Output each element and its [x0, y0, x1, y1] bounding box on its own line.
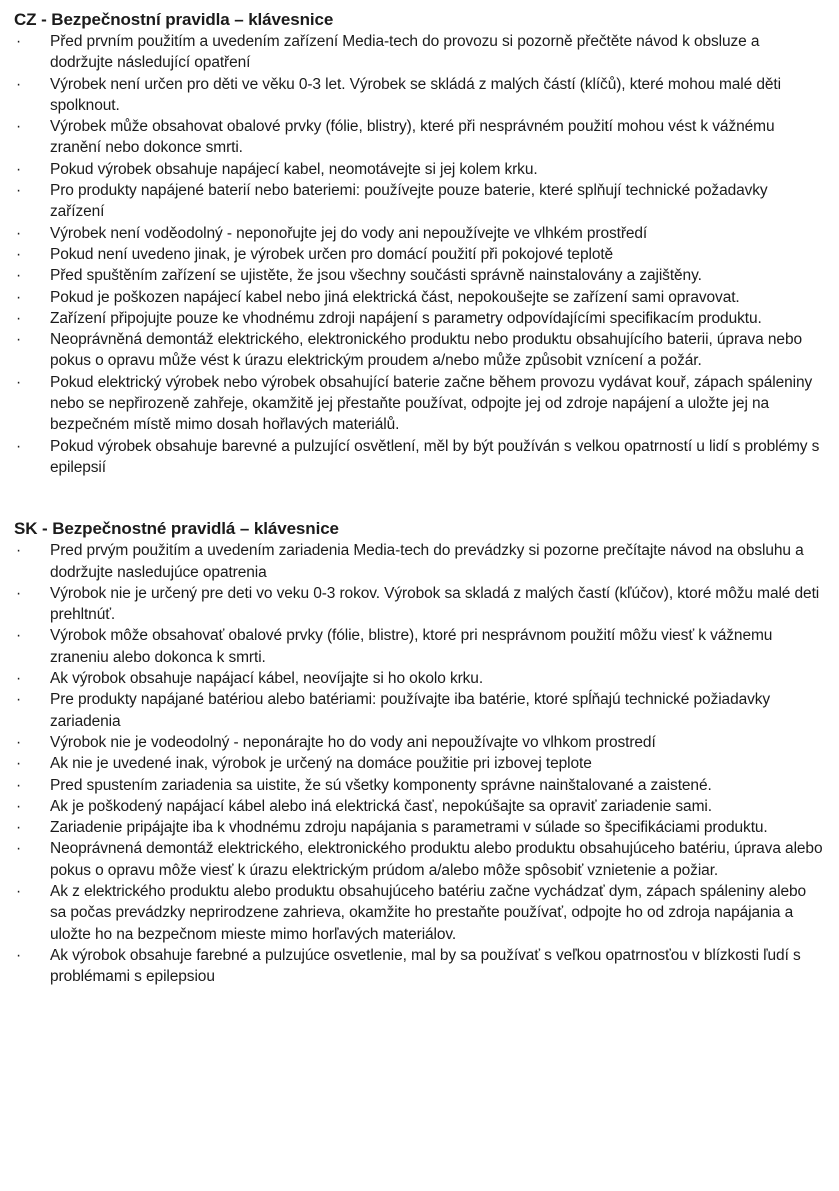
bullet-icon: ·: [16, 182, 22, 200]
list-item: [14, 689, 825, 732]
list-item: [14, 775, 825, 796]
bullet-icon: ·: [16, 437, 22, 455]
section-title-sk: SK - Bezpečnostné pravidlá – klávesnice: [14, 519, 339, 539]
rule-text: Pokud je poškozen napájecí kabel nebo jiná elektrická část, nepokoušejte se zařízení sami opravovat.: [50, 288, 740, 306]
section-sk: [14, 518, 825, 987]
bullet-icon: ·: [16, 288, 22, 306]
rule-text: Výrobok nie je vodeodolný - neponárajte ho do vody ani nepoužívajte vo vlhkom prostredí: [50, 733, 656, 751]
rule-text: Pro produkty napájené baterií nebo bateriemi: používejte pouze baterie, které splňují technické požadavky zařízení: [50, 182, 768, 221]
rule-text: Výrobek není určen pro děti ve věku 0-3 let. Výrobek se skládá z malých částí (klíčů), které mohou malé děti spolknout.: [50, 75, 781, 114]
rule-text: Výrobok môže obsahovať obalové prvky (fólie, blistre), ktoré pri nesprávnom použití môžu viesť k vážnemu zraneniu alebo dokonca k smrti.: [50, 627, 773, 666]
list-item: [14, 287, 825, 308]
list-item: [14, 31, 825, 74]
rule-text: Ak z elektrického produktu alebo produktu obsahujúceho batériu začne vychádzať dym, zápach spáleniny alebo sa počas prevádzky neprirodzene zahrieva, okamžite ho prestaňte používať, odpojte ho od zdroja napájania a uložte ho na bezpečnom mieste mimo horľavých materiálov.: [50, 882, 807, 943]
rule-text: Neoprávnená demontáž elektrického, elektronického produktu alebo produktu obsahujúceho batériu, úprava alebo pokus o opravu môže viesť k úrazu elektrickým prúdom a/alebo môže spôsobiť vznietenie a požiar.: [50, 840, 823, 879]
section-cz: [14, 9, 825, 478]
bullet-icon: ·: [16, 882, 22, 900]
bullet-icon: ·: [16, 755, 22, 773]
list-item: [14, 838, 825, 881]
bullet-icon: ·: [16, 373, 22, 391]
rules-list-cz: [14, 31, 825, 478]
rule-text: Pokud není uvedeno jinak, je výrobek určen pro domácí použití při pokojové teplotě: [50, 245, 614, 263]
rule-text: Výrobek může obsahovat obalové prvky (fólie, blistry), které při nesprávném použití mohou vést k vážnému zranění nebo dokonce smrti.: [50, 118, 775, 157]
rule-text: Pred prvým použitím a uvedením zariadenia Media-tech do prevádzky si pozorne prečítajte návod na obsluhu a dodržujte nasledujúce opatrenia: [50, 542, 804, 581]
section-title-cz: CZ - Bezpečnostní pravidla – klávesnice: [14, 10, 334, 29]
list-item: [14, 116, 825, 159]
list-item: [14, 180, 825, 223]
bullet-icon: ·: [16, 542, 22, 560]
bullet-icon: ·: [16, 691, 22, 709]
bullet-icon: ·: [16, 267, 22, 285]
rule-text: Pokud výrobek obsahuje napájecí kabel, neomotávejte si jej kolem krku.: [50, 160, 538, 178]
bullet-icon: ·: [16, 584, 22, 602]
bullet-icon: ·: [16, 776, 22, 794]
list-item: [14, 668, 825, 689]
bullet-icon: ·: [16, 670, 22, 688]
bullet-icon: ·: [16, 75, 22, 93]
list-item: [14, 583, 825, 626]
list-item: [14, 436, 825, 479]
rule-text: Ak nie je uvedené inak, výrobok je určený na domáce použitie pri izbovej teplote: [50, 755, 592, 773]
rule-text: Pre produkty napájané batériou alebo batériami: používajte iba batérie, ktoré spĺňajú technické požiadavky zariadenia: [50, 691, 771, 730]
bullet-icon: ·: [16, 118, 22, 136]
rule-text: Neoprávněná demontáž elektrického, elektronického produktu nebo produktu obsahujícího baterii, úprava nebo pokus o opravu může vést k úrazu elektrickým proudem a/nebo může způsobit vznícení a požár.: [50, 331, 802, 370]
rule-text: Zariadenie pripájajte iba k vhodnému zdroju napájania s parametrami v súlade so špecifikáciami produktu.: [50, 819, 768, 837]
rule-text: Pokud výrobek obsahuje barevné a pulzující osvětlení, měl by být používán s velkou opatrností u lidí s problémy s epilepsií: [50, 437, 820, 476]
rule-text: Výrobok nie je určený pre deti vo veku 0-3 rokov. Výrobok sa skladá z malých častí (kľúčov), ktoré môžu malé deti prehltnúť.: [50, 584, 820, 624]
list-item: [14, 881, 825, 945]
list-item: [14, 540, 825, 583]
rule-text: Pokud elektrický výrobek nebo výrobek obsahující baterie začne během provozu vydávat kouř, zápach spáleniny nebo se nepřirozeně zahřeje, okamžitě jej přestaňte používat, odpojte jej od zdroje napájení a uložte jej na bezpečném místě mimo dosah hořlavých materiálů.: [50, 373, 813, 434]
rule-text: Ak výrobok obsahuje farebné a pulzujúce osvetlenie, mal by sa používať s veľkou opatrnosťou v blízkosti ľudí s problémami s epilepsiou: [50, 946, 801, 986]
list-item: [14, 796, 825, 817]
bullet-icon: ·: [16, 840, 22, 858]
bullet-icon: ·: [16, 627, 22, 645]
list-item: [14, 329, 825, 372]
list-item: [14, 223, 825, 244]
list-item: [14, 308, 825, 329]
bullet-icon: ·: [16, 245, 22, 263]
list-item: [14, 265, 825, 286]
bullet-icon: ·: [16, 33, 22, 50]
rules-list-sk: [14, 540, 825, 987]
bullet-icon: ·: [16, 819, 22, 837]
list-item: [14, 74, 825, 117]
bullet-icon: ·: [16, 224, 22, 242]
list-item: [14, 732, 825, 753]
rule-text: Před spuštěním zařízení se ujistěte, že jsou všechny součásti správně nainstalovány a zajištěny.: [50, 267, 702, 285]
list-item: [14, 817, 825, 838]
bullet-icon: ·: [16, 946, 22, 964]
list-item: [14, 625, 825, 668]
rule-text: Ak výrobok obsahuje napájací kábel, neovíjajte si ho okolo krku.: [50, 670, 484, 688]
list-item: [14, 244, 825, 265]
rule-text: Výrobek není voděodolný - neponořujte jej do vody ani nepoužívejte ve vlhkém prostředí: [50, 224, 648, 242]
list-item: [14, 945, 825, 988]
rule-text: Zařízení připojujte pouze ke vhodnému zdroji napájení s parametry odpovídajícími specifikacím produktu.: [50, 309, 762, 327]
bullet-icon: ·: [16, 797, 22, 815]
bullet-icon: ·: [16, 331, 22, 349]
list-item: [14, 372, 825, 436]
rule-text: Pred spustením zariadenia sa uistite, že sú všetky komponenty správne nainštalované a zaistené.: [50, 776, 712, 794]
bullet-icon: ·: [16, 160, 22, 178]
rule-text: Před prvním použitím a uvedením zařízení Media-tech do provozu si pozorně přečtěte návod k obsluze a dodržujte následující opatření: [50, 33, 760, 72]
list-item: [14, 159, 825, 180]
bullet-icon: ·: [16, 733, 22, 751]
bullet-icon: ·: [16, 309, 22, 327]
list-item: [14, 753, 825, 774]
rule-text: Ak je poškodený napájací kábel alebo iná elektrická časť, nepokúšajte sa opraviť zariadenie sami.: [50, 797, 712, 815]
